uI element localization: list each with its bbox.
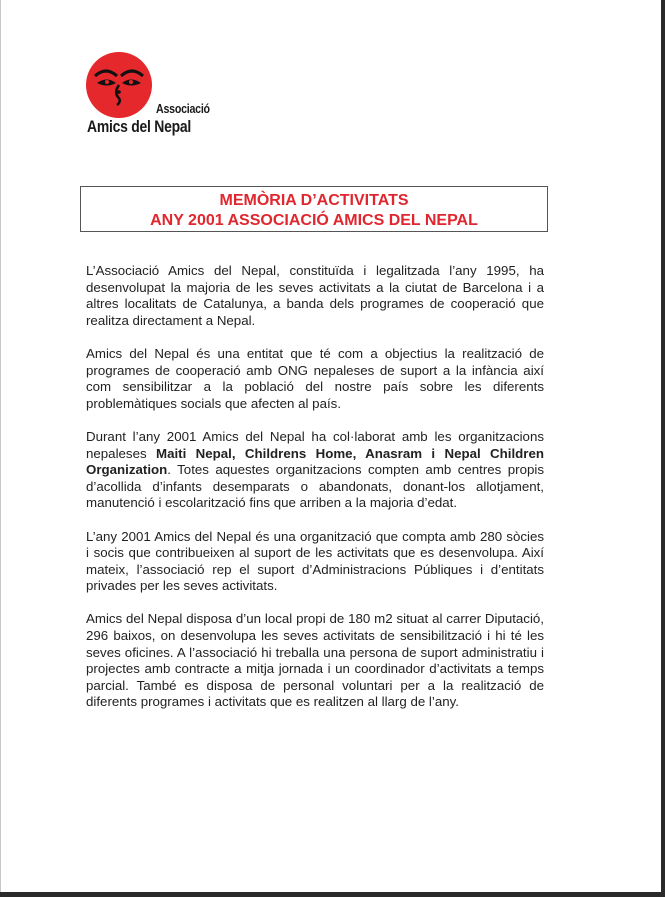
partner-organizations: Maiti Nepal, Childrens Home, Anasram i Nepal Children Organization [86,445,544,478]
logo-text-line2: Amics del Nepal [87,117,191,136]
scan-edge-left [0,0,1,897]
organization-logo [86,52,226,142]
paragraph-collaborations [86,429,544,512]
scan-border-bottom [0,892,665,897]
document-body [86,263,544,728]
paragraph-collaborations-start: Durant l’any 2001 Amics del Nepal ha col·laborat amb les organitzacions nepaleses [86,428,544,461]
document-title-line2: ANY 2001 ASSOCIACIÓ AMICS DEL NEPAL [150,212,478,229]
paragraph-collaborations-end: . Totes aquestes organitzacions compten amb centres propis d’acollida d’infants desemparats o abandonats, donant-los allotjament, manutenció i escolarització fins que arriben a la majoria d’edat. [86,462,544,511]
paragraph-objectives: Amics del Nepal és una entitat que té com a objectius la realització de programes de cooperació amb ONG nepaleses de suport a la infància així com sensibilitzar a la població del nostre país sobre les diferents problemàtiques socials que afecten al país. [86,345,544,411]
paragraph-premises: Amics del Nepal disposa d’un local propi de 180 m2 situat al carrer Diputació, 296 baixos, on desenvolupa les seves activitats de sensibilització i hi té les seves oficines. A l’associació hi treballa una persona de suport administratiu i projectes amb contracte a mitja jornada i un coordinador d’activitats a temps parcial. També es disposa de personal voluntari per a la realització de diferents programes i activitats que es realitzen al llarg de l’any. [86,611,544,710]
scan-border-right [661,0,665,897]
buddha-eyes-icon [86,52,152,118]
logo-text-line1: Associació [156,101,210,116]
paragraph-foundation: L’Associació Amics del Nepal, constituïda i legalitzada l’any 1995, ha desenvolupat la majoria de les seves activitats a la ciutat de Barcelona i a altres localitats de Catalunya, a banda dels programes de cooperació que realitza directament a Nepal. [86,263,544,328]
document-title-box [80,186,548,232]
paragraph-members: L’any 2001 Amics del Nepal és una organització que compta amb 280 sòcies i socis que contribueixen al suport de les activitats que es desenvolupa. Així mateix, l’associació rep el suport d’Administracions Públiques i d’entitats privades per les seves activitats. [86,528,544,594]
document-title-line1: MEMÒRIA D’ACTIVITATS [219,192,409,209]
